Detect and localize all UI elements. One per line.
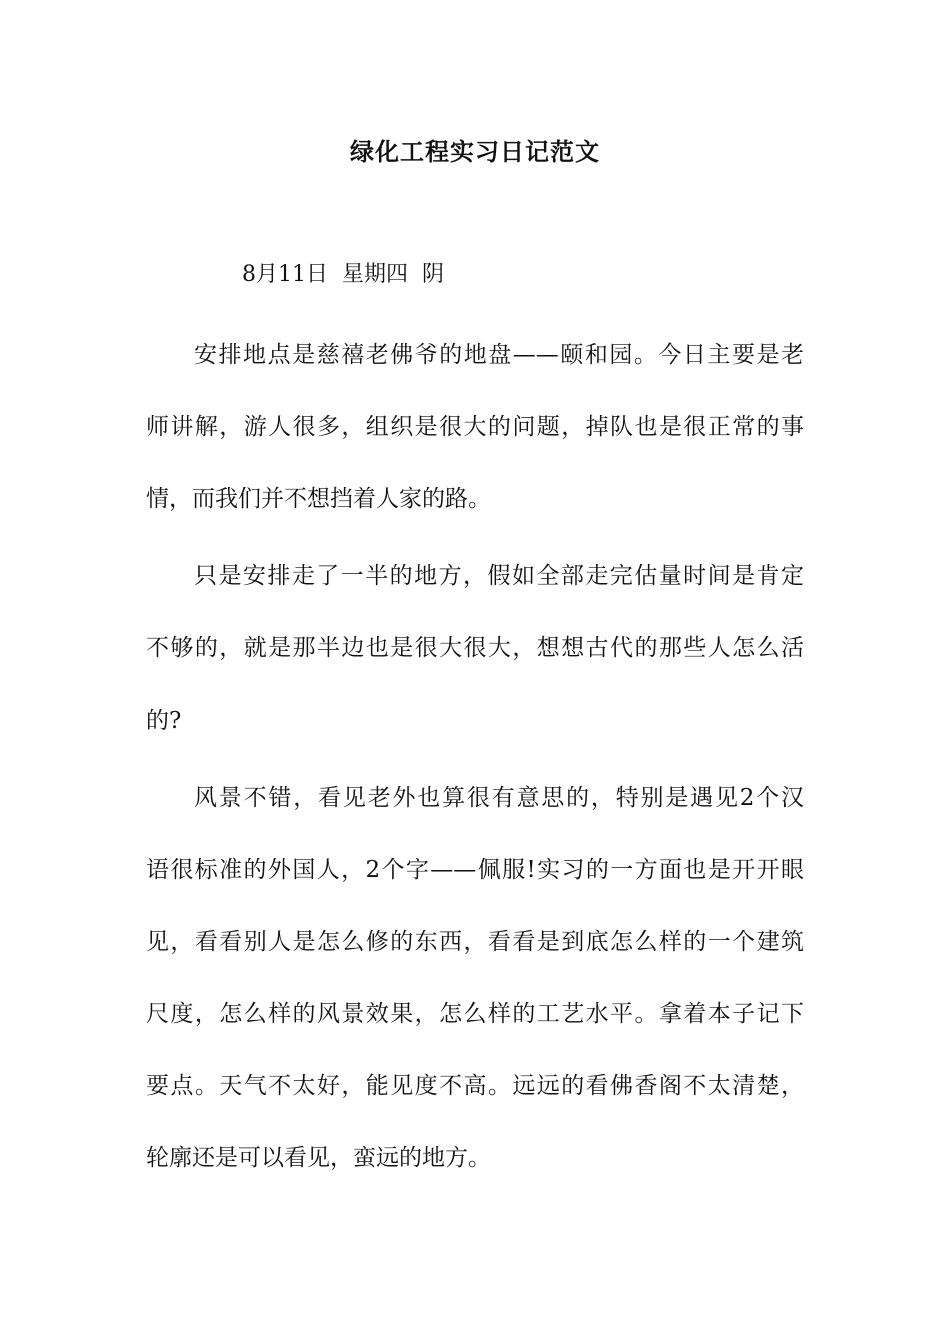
paragraph-3-line-3: 见，看看别人是怎么修的东西，看看是到底怎么样的一个建筑 <box>146 929 804 955</box>
paragraph-3-line-1: 风景不错，看见老外也算很有意思的，特别是遇见2个汉 <box>194 785 804 811</box>
paragraph-1-line-1: 安排地点是慈禧老佛爷的地盘——颐和园。今日主要是老 <box>194 342 804 368</box>
paragraph-2-line-1: 只是安排走了一半的地方，假如全部走完估量时间是肯定 <box>194 563 804 589</box>
paragraph-3-line-4: 尺度，怎么样的风景效果，怎么样的工艺水平。拿着本子记下 <box>146 1001 804 1027</box>
paragraph-1-line-2: 师讲解，游人很多，组织是很大的问题，掉队也是很正常的事 <box>146 414 804 440</box>
paragraph-2-line-2: 不够的，就是那半边也是很大很大，想想古代的那些人怎么活 <box>146 635 804 661</box>
document-title: 绿化工程实习日记范文 <box>350 138 600 166</box>
diary-date-line: 8月11日 星期四 阴 <box>242 262 444 287</box>
paragraph-3-line-5: 要点。天气不太好，能见度不高。远远的看佛香阁不太清楚， <box>146 1073 804 1099</box>
paragraph-3-line-6: 轮廓还是可以看见，蛮远的地方。 <box>146 1145 491 1171</box>
paragraph-3-line-2: 语很标准的外国人，2个字——佩服!实习的一方面也是开开眼 <box>146 857 804 883</box>
paragraph-2-line-3: 的? <box>146 708 182 734</box>
paragraph-1-line-3: 情，而我们并不想挡着人家的路。 <box>146 486 491 512</box>
